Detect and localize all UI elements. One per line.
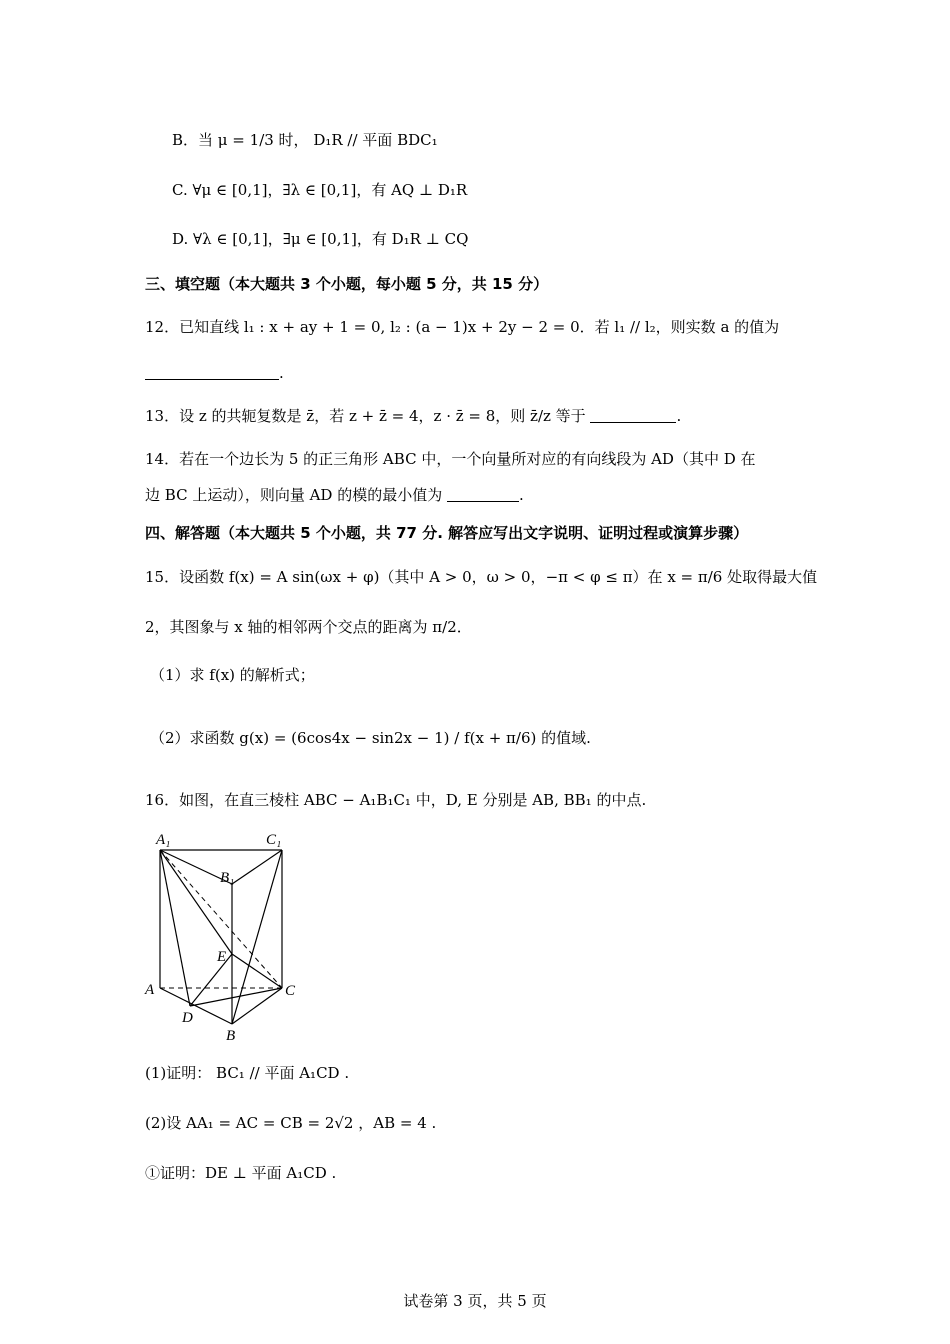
edge-a1d: [160, 850, 190, 1006]
section-heading-fill-in: 三、填空题（本大题共 3 个小题，每小题 5 分，共 15 分）: [145, 275, 549, 293]
edge-c1b: [232, 850, 282, 1024]
answer-blank: [590, 406, 676, 423]
edge-dc: [190, 988, 282, 1006]
page-footer: 试卷第 3 页，共 5 页: [403, 1292, 547, 1310]
label-a1: A₁: [156, 832, 171, 848]
period: .: [279, 364, 284, 382]
question-15-part-1: （1）求 f(x) 的解析式；: [150, 666, 315, 684]
question-15-line-1: 15．设函数 f(x) = A sin(ωx + φ)（其中 A > 0，ω > 0，−π < φ ≤ π）在 x = π/6 处取得最大值: [145, 568, 818, 586]
section-heading-solve: 四、解答题（本大题共 5 个小题，共 77 分. 解答应写出文字说明、证明过程或演算步骤）: [145, 524, 749, 542]
period: .: [519, 486, 524, 504]
question-15-part-2: （2）求函数 g(x) = (6cos4x − sin2x − 1) / f(x + π/6) 的值域.: [150, 729, 591, 747]
answer-blank: [145, 363, 279, 380]
question-16-part-2: (2)设 AA₁ = AC = CB = 2√2 ，AB = 4 .: [145, 1114, 437, 1132]
edge-c1b1: [232, 850, 282, 884]
period: .: [676, 407, 682, 425]
question-16-part-2a: ①证明：DE ⊥ 平面 A₁CD .: [145, 1164, 337, 1182]
label-b: B: [226, 1028, 236, 1044]
question-14-line-1: 14．若在一个边长为 5 的正三角形 ABC 中，一个向量所对应的有向线段为 AD（其中 D 在: [145, 450, 756, 468]
label-e: E: [217, 949, 227, 965]
option-c: C. ∀μ ∈ [0,1]，∃λ ∈ [0,1]，有 AQ ⊥ D₁R: [172, 181, 468, 199]
question-12-answer-line: [145, 362, 810, 384]
prism-figure: [140, 824, 320, 1046]
label-c: C: [285, 983, 296, 999]
question-13-body: 13．设 z 的共轭复数是 z̄，若 z + z̄ = 4，z · z̄ = 8，则 z̄/z 等于: [145, 407, 586, 425]
answer-blank: [447, 485, 519, 502]
label-a: A: [145, 982, 155, 998]
edge-a1e: [160, 850, 235, 954]
question-16-part-1: (1)证明： BC₁ // 平面 A₁CD .: [145, 1064, 350, 1082]
label-c1: C₁: [266, 832, 282, 848]
option-d: D. ∀λ ∈ [0,1]，∃μ ∈ [0,1]，有 D₁R ⊥ CQ: [172, 230, 469, 248]
option-b: B．当 μ = 1/3 时， D₁R // 平面 BDC₁: [172, 131, 438, 149]
label-b1: B₁: [220, 870, 235, 886]
question-13-text: [145, 405, 810, 427]
question-15-line-2: 2，其图象与 x 轴的相邻两个交点的距离为 π/2．: [145, 618, 472, 636]
question-12-text: 12．已知直线 l₁ : x + ay + 1 = 0, l₂ : (a − 1)x + 2y − 2 = 0．若 l₁ // l₂，则实数 a 的值为: [145, 318, 780, 336]
edge-ab: [160, 988, 232, 1024]
question-16-intro: 16．如图，在直三棱柱 ABC − A₁B₁C₁ 中，D, E 分别是 AB, BB₁ 的中点.: [145, 791, 647, 809]
question-14-line-2: [145, 484, 810, 506]
label-d: D: [182, 1010, 193, 1026]
question-14-body: 边 BC 上运动），则向量 AD 的模的最小值为: [145, 486, 443, 504]
